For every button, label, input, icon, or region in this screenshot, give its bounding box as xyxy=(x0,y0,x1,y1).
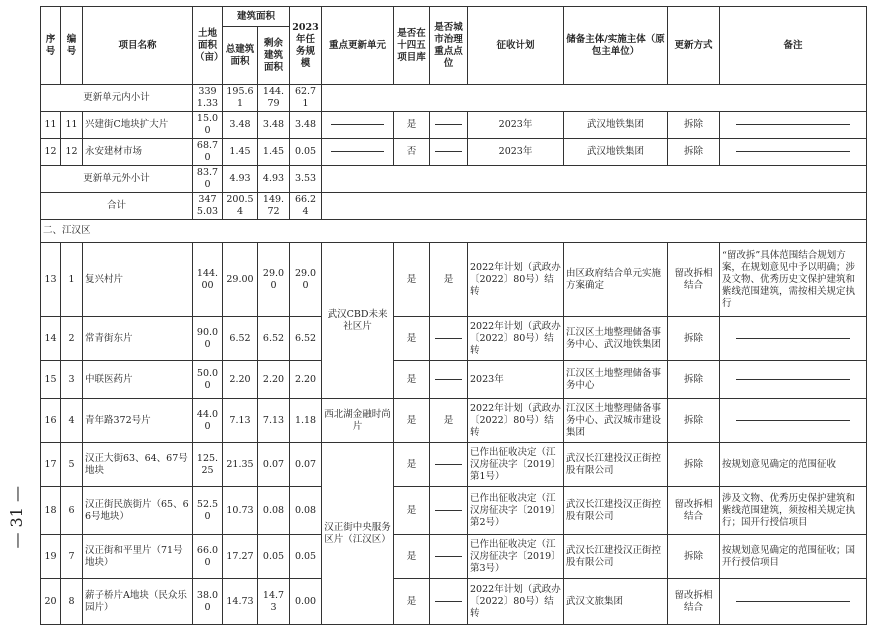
col-mode: 更新方式 xyxy=(668,7,720,85)
district-row: 二、江汉区 xyxy=(41,220,867,243)
col-note: 备注 xyxy=(720,7,867,85)
total-row: 合计 3475.03 200.54 149.72 66.24 xyxy=(41,193,867,220)
col-key: 是否城市治理重点点位 xyxy=(430,7,468,85)
col-body: 储备主体/实施主体（原包主单位） xyxy=(564,7,668,85)
table-row: 20 8 薪子桥片A地块（民众乐园片） 38.00 14.73 14.73 0.00 是 2022年计划（武政办〔2022〕80号）结转 武汉文旅集团 留改拆相结合 xyxy=(41,579,867,625)
project-table xyxy=(40,6,867,625)
col-plan: 征收计划 xyxy=(468,7,564,85)
col-area-total: 总建筑面积 xyxy=(223,27,258,85)
table-row: 16 4 青年路372号片 44.00 7.13 7.13 1.18 西北湖金融时尚片 是 是 2022年计划（武政办〔2022〕80号）结转 江汉区土地整理储备事务中心、武汉城市建设集团 拆除 xyxy=(41,399,867,443)
unit-cbd: 武汉CBD未来社区片 xyxy=(322,243,394,399)
col-area: 建筑面积 xyxy=(223,7,290,27)
page-number: — 31 — xyxy=(7,486,26,549)
unit-xibeihu: 西北湖金融时尚片 xyxy=(322,399,394,443)
col-task: 2023年任务规模 xyxy=(290,7,322,85)
col-seq: 序号 xyxy=(41,7,61,85)
col-area-left: 剩余建筑面积 xyxy=(258,27,290,85)
col-land: 土地面积（亩） xyxy=(193,7,223,85)
subtotal-out-row: 更新单元外小计 83.70 4.93 4.93 3.53 xyxy=(41,166,867,193)
unit-hanzhengjie: 汉正街中央服务区片（江汉区） xyxy=(322,443,394,625)
col-in14: 是否在十四五项目库 xyxy=(394,7,430,85)
table-row: 15 3 中联医药片 50.00 2.20 2.20 2.20 是 2023年 江汉区土地整理储备事务中心 拆除 xyxy=(41,361,867,399)
table-row: 17 5 汉正大街63、64、67号地块 125.25 21.35 0.07 0.07 汉正街中央服务区片（江汉区） 是 已作出征收决定（江汉房征决字〔2019〕第1号） 武汉长江建投汉正街控股有限公司 拆除 按规划意见确定的范围征收 xyxy=(41,443,867,487)
table-row: 13 1 复兴村片 144.00 29.00 29.00 29.00 武汉CBD未来社区片 是 是 2022年计划（武政办〔2022〕80号）结转 由区政府结合单元实施方案确定 留改拆相结合 “留改拆”具体范围结合规划方案，在规划意见中予以明确；涉及文物、优秀历史文保护建筑和紫线范围建筑，需按相关规定执行 xyxy=(41,243,867,317)
table-row: 12 12 永安建材市场 68.70 1.45 1.45 0.05 否 2023年 武汉地铁集团 拆除 xyxy=(41,139,867,166)
table-row: 14 2 常青街东片 90.00 6.52 6.52 6.52 是 2022年计划（武政办〔2022〕80号）结转 江汉区土地整理储备事务中心、武汉地铁集团 拆除 xyxy=(41,317,867,361)
table-row: 19 7 汉正街和平里片（71号地块） 66.00 17.27 0.05 0.05 是 已作出征收决定（江汉房征决字〔2019〕第3号） 武汉长江建投汉正街控股有限公司 拆除 按规划意见确定的范围征收；国开行授信项目 xyxy=(41,535,867,579)
subtotal-in-row: 更新单元内小计 3391.33 195.61 144.79 62.71 xyxy=(41,85,867,112)
header-row xyxy=(41,7,867,27)
table-row: 11 11 兴建街C地块扩大片 15.00 3.48 3.48 3.48 是 2023年 武汉地铁集团 拆除 xyxy=(41,112,867,139)
table-row: 18 6 汉正街民族街片（65、66号地块） 52.50 10.73 0.08 0.08 是 已作出征收决定（江汉房征决字〔2019〕第2号） 武汉长江建投汉正街控股有限公司 留改拆相结合 涉及文物、优秀历史保护建筑和紫线范围建筑，须按相关规定执行；国开行授信项目 xyxy=(41,487,867,535)
col-name: 项目名称 xyxy=(83,7,193,85)
col-num: 编号 xyxy=(61,7,83,85)
col-unit: 重点更新单元 xyxy=(322,7,394,85)
